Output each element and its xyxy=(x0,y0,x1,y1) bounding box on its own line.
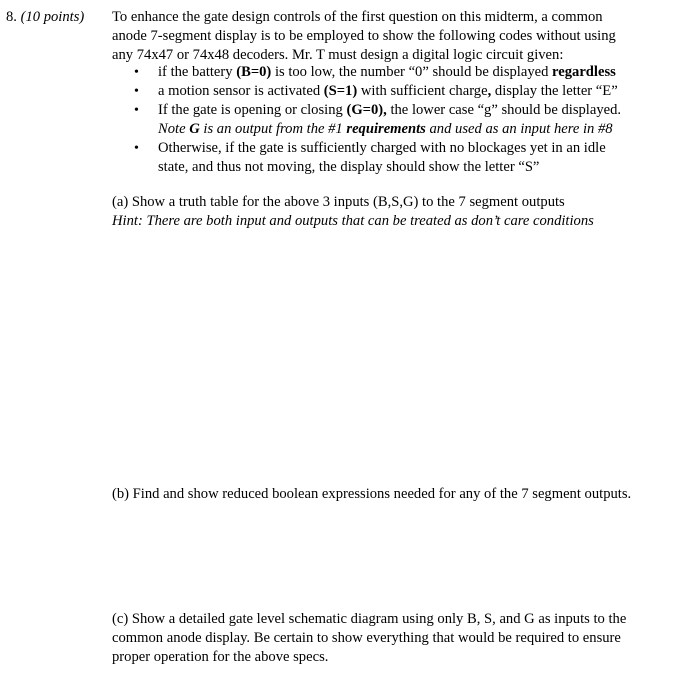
text-segment: if the battery xyxy=(158,64,237,80)
requirement-line xyxy=(158,139,692,158)
text-segment: If the gate is opening or closing xyxy=(158,102,347,118)
requirement-item xyxy=(112,63,692,82)
text-segment: and used as an input here in #8 xyxy=(425,121,613,137)
bullet-icon: • xyxy=(134,141,139,156)
part-a-prompt: (a) Show a truth table for the above 3 inputs (B,S,G) to the 7 segment outputs xyxy=(112,194,565,210)
text-segment: Otherwise, if the gate is sufficiently charged with no blockages yet in an idle xyxy=(158,140,606,156)
part-c-line: common anode display. Be certain to show everything that would be required to ensure xyxy=(112,630,621,646)
text-segment: is too low, the number “0” should be displayed xyxy=(271,64,553,80)
text-segment: , xyxy=(487,83,492,99)
bullet-icon: • xyxy=(134,84,139,99)
question-intro xyxy=(112,8,682,65)
part-b-prompt: (b) Find and show reduced boolean expressions needed for any of the 7 segment outputs. xyxy=(112,486,632,502)
text-segment: G xyxy=(189,121,200,137)
text-segment: Note xyxy=(158,121,190,137)
part-b xyxy=(112,485,631,504)
intro-line: To enhance the gate design controls of the first question on this midterm, a common xyxy=(112,9,603,25)
requirement-line-continued xyxy=(158,158,692,177)
text-segment: display the letter “E” xyxy=(491,83,618,99)
text-segment: (S=1) xyxy=(323,83,358,99)
requirement-note xyxy=(158,120,692,139)
intro-line: any 74x47 or 74x48 decoders. Mr. T must design a digital logic circuit given: xyxy=(112,47,564,63)
part-a xyxy=(112,193,594,231)
question-points: (10 points) xyxy=(20,9,85,25)
requirements-list xyxy=(112,63,692,177)
part-c xyxy=(112,610,626,667)
requirement-item xyxy=(112,82,692,101)
part-c-line: (c) Show a detailed gate level schematic diagram using only B, S, and G as inputs to the xyxy=(112,611,627,627)
requirement-line xyxy=(158,82,692,101)
text-segment: regardless xyxy=(552,64,616,80)
text-segment: (G=0), xyxy=(346,102,387,118)
text-segment: is an output from the #1 xyxy=(199,121,347,137)
requirement-item xyxy=(112,101,692,139)
question-number: 8. xyxy=(6,9,17,25)
part-a-hint: Hint: There are both input and outputs that can be treated as don’t care conditions xyxy=(112,213,594,229)
bullet-icon: • xyxy=(134,103,139,118)
text-segment: with sufficient charge xyxy=(357,83,488,99)
text-segment: state, and thus not moving, the display should show the letter “S” xyxy=(158,159,540,175)
requirement-item xyxy=(112,139,692,177)
question-header xyxy=(6,8,84,27)
requirement-line xyxy=(158,63,692,82)
text-segment: (B=0) xyxy=(236,64,272,80)
text-segment: requirements xyxy=(346,121,426,137)
intro-line: anode 7-segment display is to be employed to show the following codes without using xyxy=(112,28,616,44)
part-c-line: proper operation for the above specs. xyxy=(112,649,329,665)
text-segment: the lower case “g” should be displayed. xyxy=(386,102,622,118)
requirement-line xyxy=(158,101,692,120)
text-segment: a motion sensor is activated xyxy=(158,83,324,99)
bullet-icon: • xyxy=(134,65,139,80)
